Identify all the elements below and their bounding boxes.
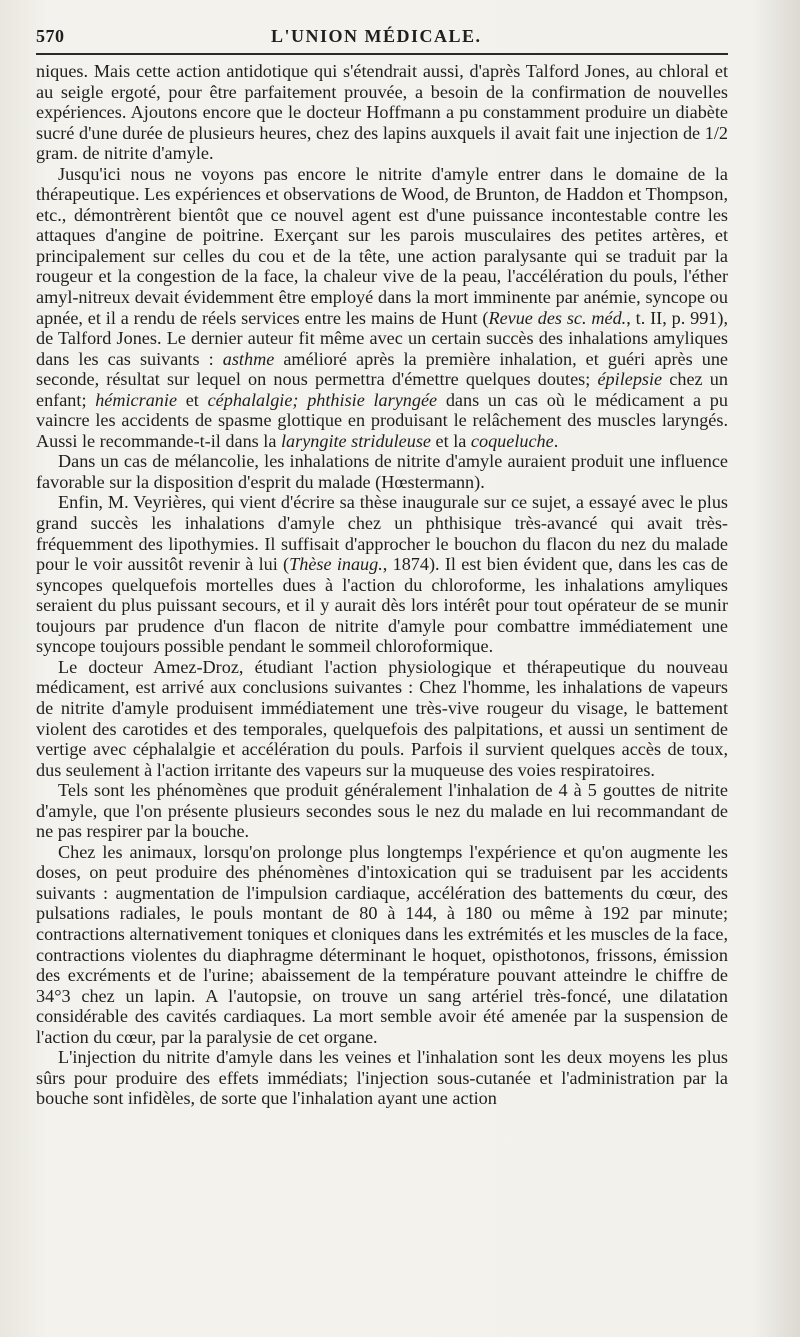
page-number: 570 [36,26,65,46]
paragraph: Tels sont les phénomènes que produit généralement l'inhalation de 4 à 5 gouttes de nitrite d'amyle, que l'on présente plusieurs secondes sous le nez du malade en lui recommandant de ne pas respirer par la bouche. [36,780,728,842]
paragraph: Chez les animaux, lorsqu'on prolonge plus longtemps l'expérience et qu'on augmente les doses, on peut produire des phénomènes d'intoxication qui se traduisent par les accidents suivants : augmentation de l'impulsion cardiaque, accélération des battements du cœur, des pulsations radiales, le pouls montant de 80 à 144, à 180 ou même à 192 par minute; contractions alternativement toniques et cloniques dans les extrémités et les muscles de la face, contractions violentes du diaphragme déterminant le hoquet, opisthotonos, frissons, émission des excréments et de l'urine; abaissement de la température pouvant atteindre le chiffre de 34°3 chez un lapin. A l'autopsie, on trouve un sang artériel très-foncé, une dilatation considérable des cavités cardiaques. La mort semble avoir été amenée par la suspension de l'action du cœur, par la paralysie de cet organe. [36,841,728,1047]
body-text [36,61,728,1109]
paragraph: niques. Mais cette action antidotique qui s'étendrait aussi, d'après Talford Jones, au chloral et au seigle ergoté, pour être parfaitement prouvée, a besoin de la confirmation de nouvelles expériences. Ajoutons encore que le docteur Hoffmann a pu constamment produire un diabète sucré d'une durée de plusieurs heures, chez des lapins auxquels il avait fait une injection de 1/2 gram. de nitrite d'amyle. [36,61,728,164]
paragraph: Jusqu'ici nous ne voyons pas encore le nitrite d'amyle entrer dans le domaine de la thérapeutique. Les expériences et observations de Wood, de Brunton, de Haddon et Thompson, etc., démontrèrent bientôt que ce nouvel agent est d'une puissance incontestable contre les attaques d'angine de poitrine. Exerçant sur les parois musculaires des petites artères, et principalement sur celles du cou et de la tête, une action paralysante qui se traduit par la rougeur et la congestion de la face, la chaleur vive de la peau, l'accélération du pouls, l'éther amyl-nitreux devait évidemment être employé dans la mort imminente par anémie, syncope ou apnée, et il a rendu de réels services entre les mains de Hunt (Revue des sc. méd., t. II, p. 991), de Talford Jones. Le dernier auteur fit même avec un certain succès des inhalations amyliques dans les cas suivants : asthme amélioré après la première inhalation, et guéri après une seconde, résultat sur lequel on nous permettra d'émettre quelques doutes; épilepsie chez un enfant; hémicranie et céphalalgie; phthisie laryngée dans un cas où le médicament a pu vaincre les accidents de spasme glottique en produisant le relâchement des muscles laryngés. Aussi le recommande-t-il dans la laryngite striduleuse et la coqueluche. [36,163,728,451]
paragraph: L'injection du nitrite d'amyle dans les veines et l'inhalation sont les deux moyens les plus sûrs pour produire des effets immédiats; l'injection sous-cutanée et l'administration par la bouche sont infidèles, de sorte que l'inhalation ayant une action [36,1047,728,1109]
running-title: L'UNION MÉDICALE. [270,26,482,46]
paragraph: Enfin, M. Veyrières, qui vient d'écrire sa thèse inaugurale sur ce sujet, a essayé avec le plus grand succès les inhalations d'amyle chez un phthisique très-avancé qui avait très-fréquemment des lipothymies. Il suffisait d'approcher le bouchon du flacon du nez du malade pour le voir aussitôt revenir à lui (Thèse inaug., 1874). Il est bien évident que, dans les cas de syncopes quelquefois mortelles dues à l'action du chloroforme, les inhalations amyliques seraient du plus puissant secours, et il y aurait dès lors intérêt pour tout opérateur de se munir toujours par prudence d'un flacon de nitrite d'amyle pour combattre immédiatement une syncope toujours possible pendant le sommeil chloroformique. [36,492,728,657]
paragraph: Le docteur Amez-Droz, étudiant l'action physiologique et thérapeutique du nouveau médicament, est arrivé aux conclusions suivantes : Chez l'homme, les inhalations de vapeurs de nitrite d'amyle produisent immédiatement une très-vive rougeur du visage, le battement violent des carotides et des temporales, quelquefois des palpitations, et aussi un sentiment de vertige avec céphalalgie et accélération du pouls. Parfois il survient quelques accès de toux, dus seulement à l'action irritante des vapeurs sur la muqueuse des voies respiratoires. [36,656,728,780]
paragraph: Dans un cas de mélancolie, les inhalations de nitrite d'amyle auraient produit une influence favorable sur la disposition d'esprit du malade (Hœstermann). [36,451,728,492]
page-header [36,26,728,55]
